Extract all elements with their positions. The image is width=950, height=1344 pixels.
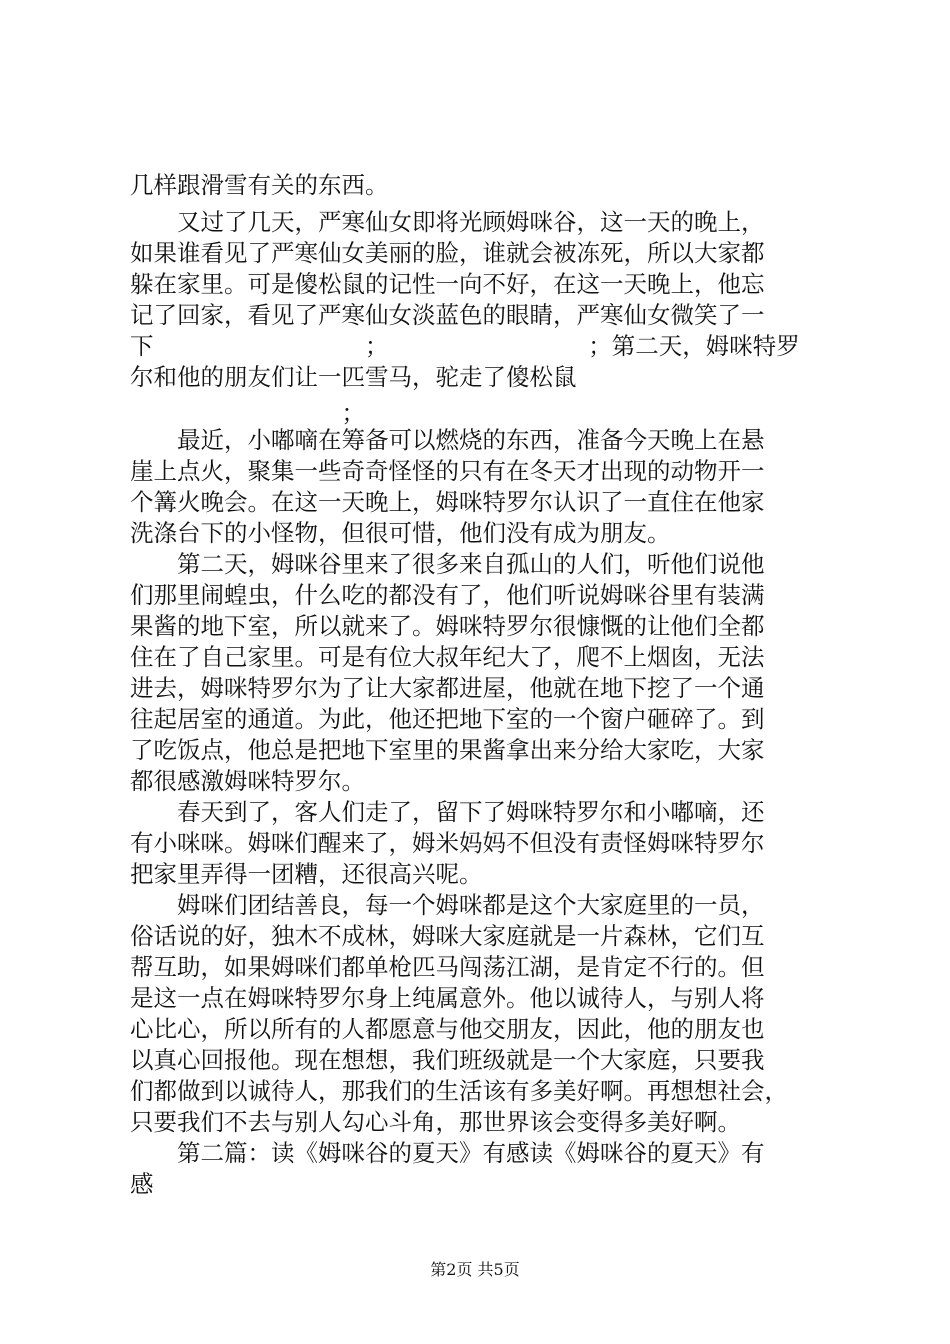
text-line: 把家里弄得一团糟，还很高兴呢。 — [130, 860, 483, 888]
text-line: 躲在家里。可是傻松鼠的记性一向不好，在这一天晚上，他忘 — [130, 270, 765, 298]
text-line: 洗涤台下的小怪物，但很可惜，他们没有成为朋友。 — [130, 519, 671, 547]
text-line: 最近，小嘟嘀在筹备可以燃烧的东西，准备今天晚上在悬 — [130, 426, 765, 454]
text-line: 几样跟滑雪有关的东西。 — [130, 171, 389, 199]
page-footer: 第2页 共5页 — [430, 1260, 520, 1279]
text-line: 往起居室的通道。为此，他还把地下室的一个窗户砸碎了。到 — [130, 705, 765, 733]
text-line: 个篝火晚会。在这一天晚上，姆咪特罗尔认识了一直住在他家 — [130, 488, 765, 516]
text-line: 进去，姆咪特罗尔为了让大家都进屋，他就在地下挖了一个通 — [130, 674, 765, 702]
text-line: 帮互助，如果姆咪们都单枪匹马闯荡江湖，是肯定不行的。但 — [130, 953, 765, 981]
text-line: 尔和他的朋友们让一匹雪马，驼走了傻松鼠 — [130, 363, 577, 391]
text-line: 第二篇：读《姆咪谷的夏天》有感读《姆咪谷的夏天》有 — [130, 1139, 765, 1167]
text-line: ； — [130, 399, 365, 427]
text-line: 如果谁看见了严寒仙女美丽的脸，谁就会被冻死，所以大家都 — [130, 239, 765, 267]
text-line: 俗话说的好，独木不成林，姆咪大家庭就是一片森林，它们互 — [130, 922, 765, 950]
text-line: 有小咪咪。姆咪们醒来了，姆米妈妈不但没有责怪姆咪特罗尔 — [130, 829, 765, 857]
text-line: 了吃饭点，他总是把地下室里的果酱拿出来分给大家吃，大家 — [130, 736, 765, 764]
text-line: 心比心，所以所有的人都愿意与他交朋友，因此，他的朋友也 — [130, 1015, 765, 1043]
text-line: 崖上点火，聚集一些奇奇怪怪的只有在冬天才出现的动物开一 — [130, 457, 765, 485]
text-line: 感 — [130, 1170, 154, 1198]
text-line: 下 ； ；第二天，姆咪特罗 — [130, 332, 800, 360]
text-line: 以真心回报他。现在想想，我们班级就是一个大家庭，只要我 — [130, 1046, 765, 1074]
text-line: 果酱的地下室，所以就来了。姆咪特罗尔很慷慨的让他们全都 — [130, 612, 765, 640]
text-line: 们那里闹蝗虫，什么吃的都没有了，他们听说姆咪谷里有装满 — [130, 581, 765, 609]
text-line: 春天到了，客人们走了，留下了姆咪特罗尔和小嘟嘀，还 — [130, 798, 765, 826]
text-line: 记了回家，看见了严寒仙女淡蓝色的眼睛，严寒仙女微笑了一 — [130, 301, 765, 329]
text-line: 是这一点在姆咪特罗尔身上纯属意外。他以诚待人，与别人将 — [130, 984, 765, 1012]
text-line: 又过了几天，严寒仙女即将光顾姆咪谷，这一天的晚上， — [130, 208, 765, 236]
text-line: 都很感激姆咪特罗尔。 — [130, 767, 365, 795]
text-line: 们都做到以诚待人，那我们的生活该有多美好啊。再想想社会， — [130, 1077, 788, 1105]
text-line: 姆咪们团结善良，每一个姆咪都是这个大家庭里的一员， — [130, 891, 765, 919]
text-line: 第二天，姆咪谷里来了很多来自孤山的人们，听他们说他 — [130, 550, 765, 578]
text-line: 只要我们不去与别人勾心斗角，那世界该会变得多美好啊。 — [130, 1108, 741, 1136]
text-line: 住在了自己家里。可是有位大叔年纪大了，爬不上烟囱，无法 — [130, 643, 765, 671]
